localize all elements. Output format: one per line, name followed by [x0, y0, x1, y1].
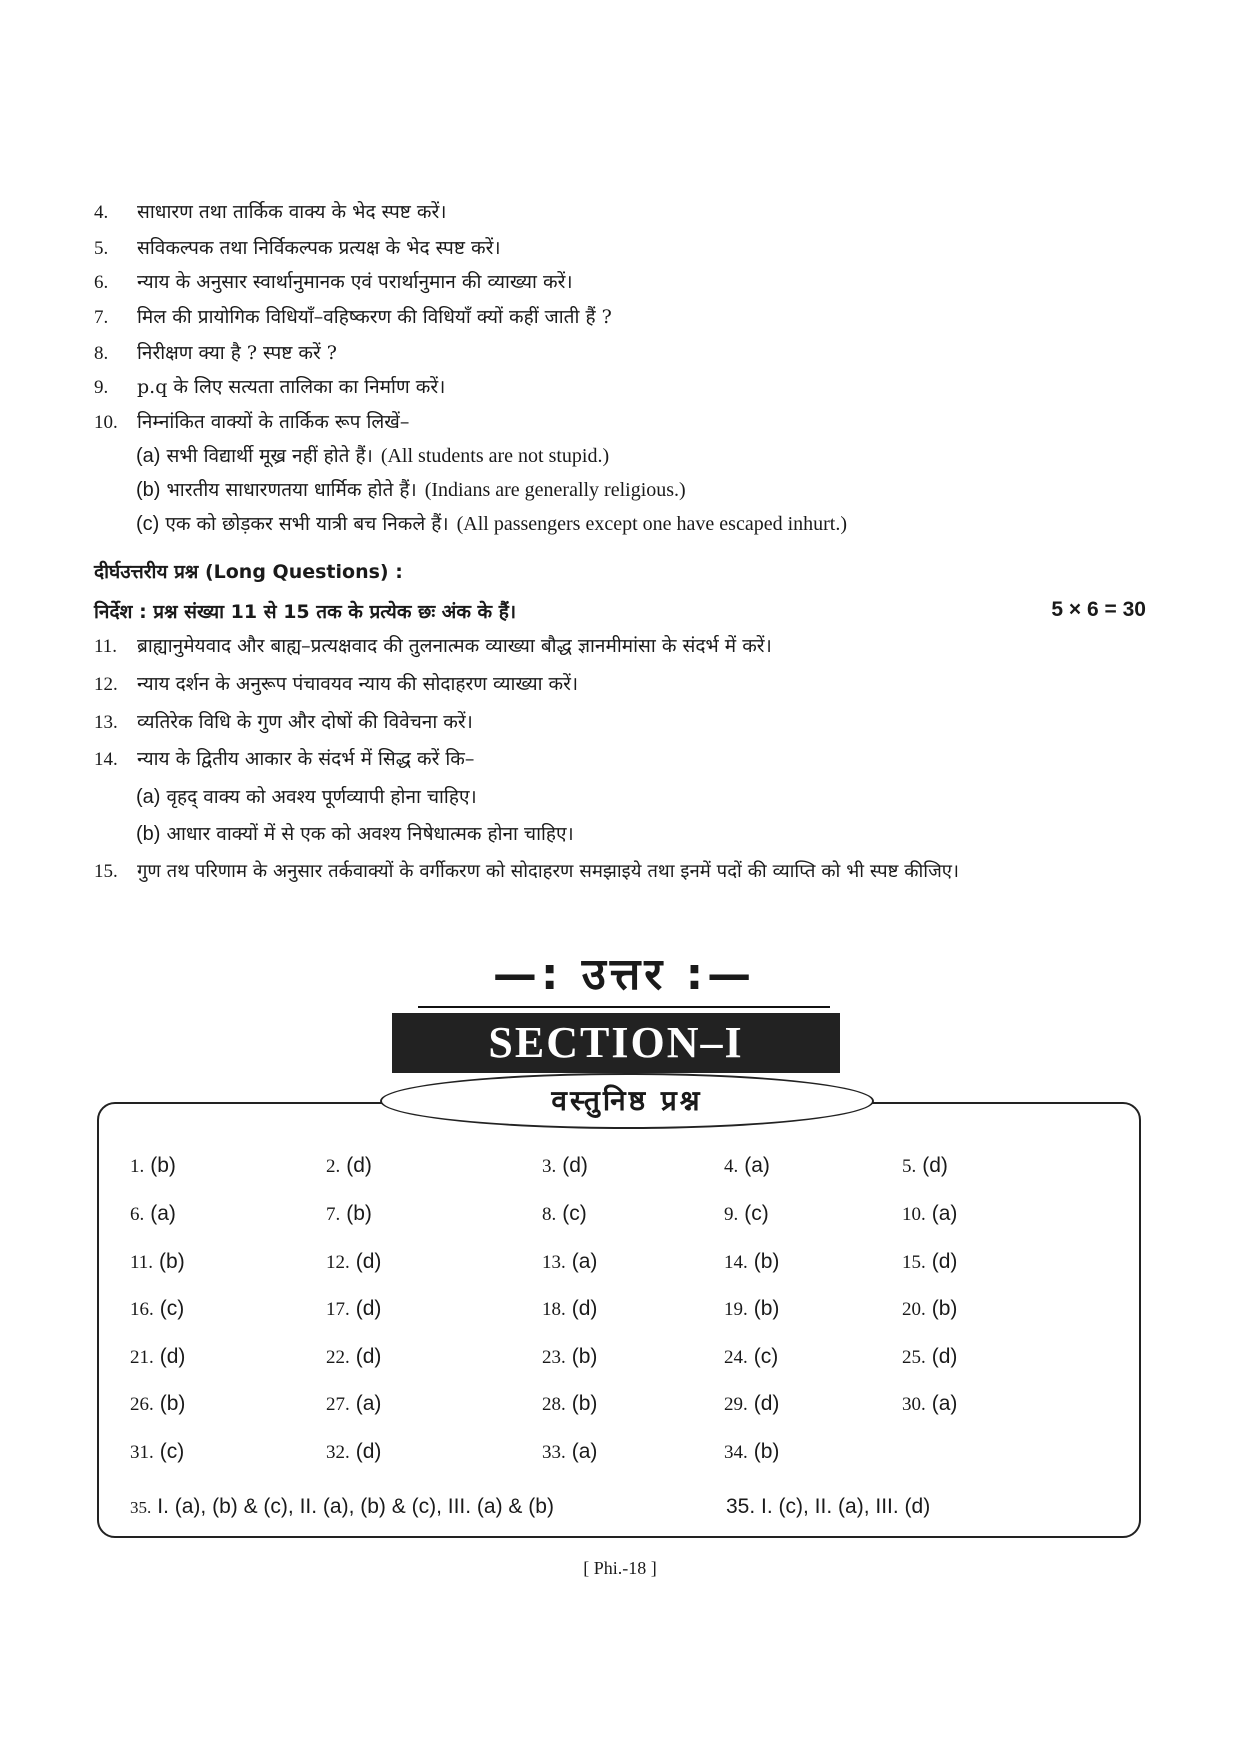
answer-number: 6.: [130, 1204, 145, 1225]
answer-item: [326, 1296, 381, 1321]
answer-value: (a): [931, 1392, 958, 1415]
answer-value: (a): [150, 1202, 176, 1225]
answer-value: (a): [744, 1154, 770, 1177]
sub-hindi: सभी विद्यार्थी मूख्र नहीं होते हैं।: [166, 445, 373, 467]
question-number: 4.: [94, 202, 109, 223]
answer-item: [902, 1344, 957, 1369]
answer-number: 20.: [902, 1299, 926, 1320]
answer-item: [130, 1249, 185, 1274]
answer-value: (b): [159, 1250, 185, 1273]
answer-item: [724, 1296, 779, 1321]
answer-value: (a): [355, 1392, 382, 1415]
answer-number: 12.: [326, 1252, 350, 1273]
answer-value: (d): [355, 1297, 382, 1320]
answer-value: (b): [931, 1297, 958, 1320]
marks-formula: 5 × 6 = 30: [1051, 598, 1146, 621]
sub-english: (Indians are generally religious.): [424, 479, 686, 501]
answer-value: (d): [753, 1392, 780, 1415]
answer-value: (b): [753, 1440, 780, 1463]
answer-number: 34.: [724, 1442, 748, 1463]
answer-number: 25.: [902, 1347, 926, 1368]
q10-sub-b: [136, 478, 686, 502]
answer-number: 21.: [130, 1347, 154, 1368]
question-9: [94, 375, 445, 400]
answer-title-wrap: [414, 950, 834, 1000]
question-text: न्याय के द्वितीय आकार के संदर्भ में सिद्ध करें कि–: [137, 748, 475, 770]
question-text: व्यतिरेक विधि के गुण और दोषों की विवेचना करें।: [137, 711, 473, 733]
q10-sub-c: [136, 512, 847, 536]
answer-number: 26.: [130, 1394, 154, 1415]
sub-label: (c): [136, 513, 160, 535]
answer-value: (d): [355, 1250, 382, 1273]
sub-label: (b): [136, 823, 161, 845]
page-footer: [ Phi.-18 ]: [583, 1558, 657, 1578]
answer-number: 23.: [542, 1347, 566, 1368]
answer-item: [326, 1439, 381, 1464]
answer-number: 7.: [326, 1204, 341, 1225]
answer-value: (d): [571, 1297, 598, 1320]
answer-number: 1.: [130, 1156, 145, 1177]
answer-item: [326, 1153, 372, 1178]
sub-hindi: आधार वाक्यों में से एक को अवश्य निषेधात्मक होना चाहिए।: [166, 823, 574, 845]
answer-item: [902, 1391, 957, 1416]
answer-number: 35.: [130, 1498, 152, 1517]
answer-number: 11.: [130, 1252, 154, 1273]
answer-value: (b): [571, 1345, 598, 1368]
question-text: गुण तथ परिणाम के अनुसार तर्कवाक्यों के वर्गीकरण को सोदाहरण समझाइये तथा इनमें पदों की व्याप्ति को भी स्पष्ट कीजिए।: [137, 861, 960, 882]
answer-number: 17.: [326, 1299, 350, 1320]
answer-value: (c): [744, 1202, 769, 1225]
answer-number: 22.: [326, 1347, 350, 1368]
answer-item: [326, 1344, 381, 1369]
answer-number: 28.: [542, 1394, 566, 1415]
sub-hindi: एक को छोड़कर सभी यात्री बच निकले हैं।: [165, 513, 449, 535]
question-text: निरीक्षण क्या है ? स्पष्ट करें ?: [137, 342, 337, 364]
answer-item: [130, 1296, 184, 1321]
answer-value: (c): [753, 1345, 779, 1368]
question-11: [94, 634, 772, 659]
answer-number: 8.: [542, 1204, 557, 1225]
answer-value: (b): [346, 1202, 372, 1225]
answer-value: (c): [562, 1202, 587, 1225]
answer-value: (d): [931, 1345, 958, 1368]
answer-item: [130, 1391, 185, 1416]
answer-35-right: 35. I. (c), II. (a), III. (d): [726, 1495, 931, 1518]
section-title: SECTION–I: [392, 1013, 840, 1073]
answer-item: [902, 1296, 957, 1321]
answer-item: [542, 1344, 597, 1369]
answer-number: 5.: [902, 1156, 917, 1177]
answer-item: [542, 1439, 597, 1464]
answer-number: 24.: [724, 1347, 748, 1368]
answer-number: 3.: [542, 1156, 557, 1177]
question-number: 8.: [94, 343, 109, 364]
question-text: न्याय दर्शन के अनुरूप पंचावयव न्याय की सोदाहरण व्याख्या करें।: [137, 673, 579, 695]
answer-number: 33.: [542, 1442, 566, 1463]
question-number: 6.: [94, 272, 109, 293]
question-number: 5.: [94, 238, 109, 259]
question-number: 9.: [94, 377, 109, 398]
answer-number: 32.: [326, 1442, 350, 1463]
answer-item: [542, 1201, 587, 1226]
answer-value: (b): [753, 1297, 780, 1320]
answer-value: (d): [346, 1154, 372, 1177]
question-13: [94, 710, 473, 735]
sub-english: (All passengers except one have escaped inhurt.): [456, 513, 848, 535]
answer-item: [130, 1344, 185, 1369]
sub-hindi: वृहद् वाक्य को अवश्य पूर्णव्यापी होना चाहिए।: [166, 786, 477, 808]
answer-item: [326, 1391, 381, 1416]
answer-value: (b): [753, 1250, 780, 1273]
sub-label: (a): [136, 445, 161, 467]
question-10: [94, 410, 409, 435]
q14-sub-b: [136, 822, 574, 846]
answer-item: [724, 1391, 779, 1416]
answer-number: 14.: [724, 1252, 748, 1273]
q14-sub-a: [136, 785, 477, 809]
answer-value: (b): [150, 1154, 176, 1177]
answer-item: [724, 1344, 778, 1369]
question-8: [94, 341, 337, 366]
question-number: 15.: [94, 861, 118, 882]
answer-number: 13.: [542, 1252, 566, 1273]
question-14: [94, 747, 474, 772]
question-number: 12.: [94, 674, 118, 695]
answer-number: 29.: [724, 1394, 748, 1415]
answer-item: [542, 1296, 597, 1321]
long-questions-heading: दीर्घउत्तरीय प्रश्न (Long Questions) :: [94, 561, 403, 583]
answer-value: (a): [571, 1440, 598, 1463]
question-number: 10.: [94, 412, 118, 433]
answer-item: [130, 1439, 184, 1464]
question-4: [94, 200, 446, 225]
question-text: p.q के लिए सत्यता तालिका का निर्माण करें।: [137, 376, 446, 398]
answer-item: [724, 1249, 779, 1274]
sub-label: (a): [136, 786, 161, 808]
answer-number: 30.: [902, 1394, 926, 1415]
sub-hindi: भारतीय साधारणतया धार्मिक होते हैं।: [166, 479, 417, 501]
answer-number: 31.: [130, 1442, 154, 1463]
answer-number: 18.: [542, 1299, 566, 1320]
answer-title: —: उत्तर :—: [492, 949, 756, 1000]
instruction: निर्देश : प्रश्न संख्या 11 से 15 तक के प्रत्येक छः अंक के हैं।: [94, 601, 517, 623]
answer-value: (c): [159, 1297, 185, 1320]
question-text: न्याय के अनुसार स्वार्थानुमानक एवं परार्थानुमान की व्याख्या करें।: [137, 271, 573, 293]
question-15: [94, 860, 959, 884]
answer-value: (a): [571, 1250, 598, 1273]
answer-value: (d): [355, 1440, 382, 1463]
answer-box: [97, 1102, 1141, 1538]
question-number: 11.: [94, 636, 118, 657]
question-text: साधारण तथा तार्किक वाक्य के भेद स्पष्ट करें।: [137, 201, 447, 223]
question-12: [94, 672, 578, 697]
title-underline: [418, 1006, 830, 1008]
answer-value: (b): [159, 1392, 186, 1415]
answer-item: [724, 1201, 769, 1226]
question-5: [94, 236, 501, 261]
answer-item: [902, 1249, 957, 1274]
answer-number: 15.: [902, 1252, 926, 1273]
sub-label: (b): [136, 479, 161, 501]
answer-value: (d): [931, 1250, 958, 1273]
answer-value: (d): [922, 1154, 948, 1177]
answer-text: I. (a), (b) & (c), II. (a), (b) & (c), III. (a) & (b): [157, 1495, 554, 1518]
answer-item: [902, 1201, 957, 1226]
question-number: 14.: [94, 749, 118, 770]
answer-number: 16.: [130, 1299, 154, 1320]
answer-number: 19.: [724, 1299, 748, 1320]
question-text: सविकल्पक तथा निर्विकल्पक प्रत्यक्ष के भेद स्पष्ट करें।: [137, 237, 501, 259]
answer-item: [542, 1249, 597, 1274]
answer-value: (d): [159, 1345, 186, 1368]
question-text: निम्नांकित वाक्यों के तार्किक रूप लिखें–: [137, 411, 410, 433]
answer-item: [326, 1201, 372, 1226]
answer-item: [326, 1249, 381, 1274]
answer-item: [542, 1153, 588, 1178]
question-text: ब्राह्यानुमेयवाद और बाह्य–प्रत्यक्षवाद की तुलनात्मक व्याख्या बौद्ध ज्ञानमीमांसा के संदर्भ में करें।: [137, 635, 772, 657]
answer-value: (d): [355, 1345, 382, 1368]
answer-item: [542, 1391, 597, 1416]
sub-english: (All students are not stupid.): [380, 445, 610, 467]
question-7: [94, 305, 612, 330]
question-6: [94, 270, 573, 295]
answer-number: 4.: [724, 1156, 739, 1177]
answer-item: [902, 1153, 948, 1178]
answer-item: [130, 1201, 176, 1226]
question-text: मिल की प्रायोगिक विधियाँ–वहिष्करण की विधियाँ क्यों कहीं जाती हैं ?: [137, 306, 612, 328]
answer-value: (c): [159, 1440, 185, 1463]
answer-number: 9.: [724, 1204, 739, 1225]
answer-value: (d): [562, 1154, 588, 1177]
answer-value: (b): [571, 1392, 598, 1415]
answer-number: 2.: [326, 1156, 341, 1177]
objective-label: वस्तुनिष्ठ प्रश्न: [380, 1073, 874, 1129]
q10-sub-a: [136, 444, 609, 468]
answer-35-left: [130, 1495, 554, 1519]
question-number: 13.: [94, 712, 118, 733]
answer-item: [130, 1153, 176, 1178]
answer-item: [724, 1439, 779, 1464]
answer-number: 27.: [326, 1394, 350, 1415]
answer-number: 10.: [902, 1204, 926, 1225]
question-number: 7.: [94, 307, 109, 328]
answer-item: [724, 1153, 770, 1178]
answer-value: (a): [931, 1202, 958, 1225]
